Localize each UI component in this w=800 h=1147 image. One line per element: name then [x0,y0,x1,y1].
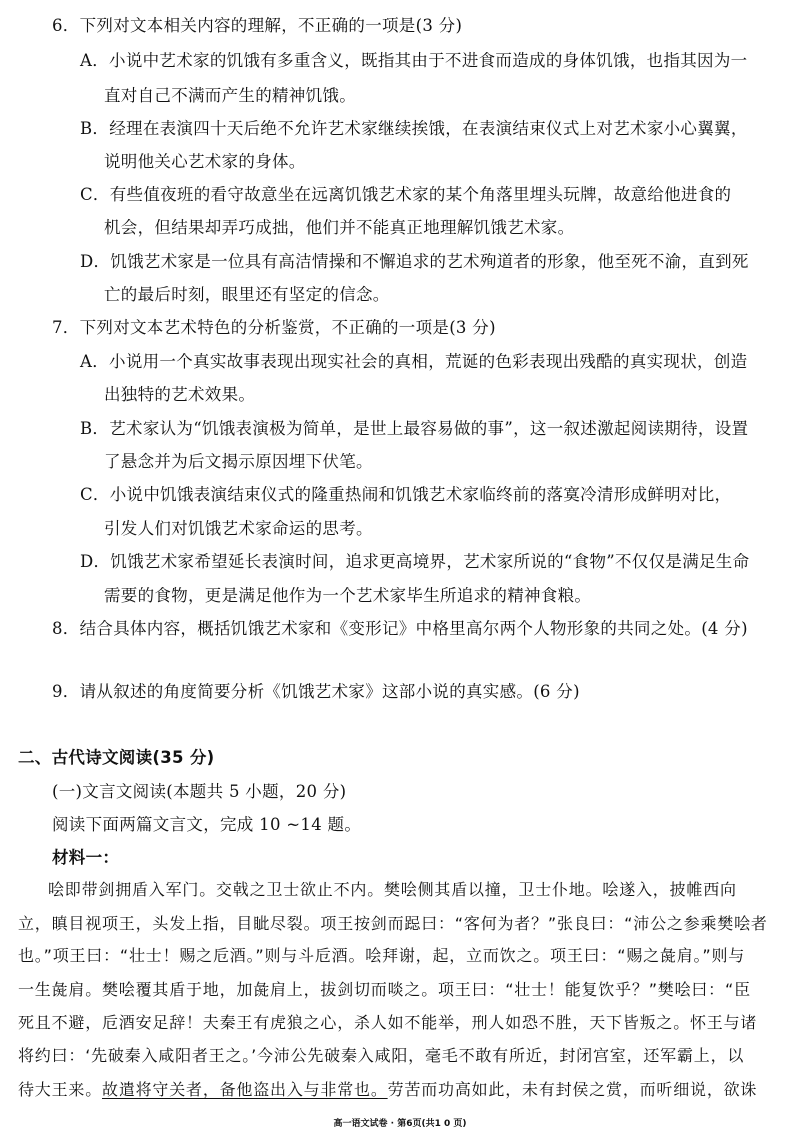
option-d-cont: 需要的食物，更是满足他作为一个艺术家毕生所追求的精神食粮。 [104,586,592,605]
passage-line: 一生彘肩。樊哙覆其盾于地，加彘肩上，拔剑切而啖之。项王曰：“壮士！能复饮乎？”樊哙曰：“臣 [18,980,751,999]
section-title: 二、古代诗文阅读(35 分) [18,748,215,767]
option-c-cont: 引发人们对饥饿艺术家命运的思考。 [104,519,373,538]
instruction: 阅读下面两篇文言文，完成 10 ~14 题。 [52,815,362,834]
passage-line: 将约曰：‘先破秦入咸阳者王之。’今沛公先破秦入咸阳，毫毛不敢有所近，封闭宫室，还军霸上，以 [18,1046,745,1065]
material-label: 材料一： [52,848,120,867]
passage-line: 哙即带剑拥盾入军门。交戟之卫士欲止不内。樊哙侧其盾以撞，卫士仆地。哙遂入，披帷西向 [48,880,737,899]
option-b-cont: 了悬念并为后文揭示原因埋下伏笔。 [104,452,373,471]
passage-line: 也。”项王曰：“壮士！赐之卮酒。”则与斗卮酒。哙拜谢，起，立而饮之。项王曰：“赐之彘肩。”则与 [18,946,746,965]
option-a: A．小说中艺术家的饥饿有多重含义，既指其由于不进食而造成的身体饥饿，也指其因为一 [80,51,748,70]
passage-line [18,1078,757,1102]
option-b-cont: 说明他关心艺术家的身体。 [104,152,306,171]
option-c: C．小说中饥饿表演结束仪式的隆重热闹和饥饿艺术家临终前的落寞冷清形成鲜明对比， [80,485,732,504]
question-8: 8．结合具体内容，概括饥饿艺术家和《变形记》中格里高尔两个人物形象的共同之处。(4 分) [52,619,748,638]
option-d-cont: 亡的最后时刻，眼里还有坚定的信念。 [104,285,390,304]
option-a-cont: 出独特的艺术效果。 [104,385,256,404]
option-d: D．饥饿艺术家希望延长表演时间，追求更高境界，艺术家所说的“食物”不仅仅是满足生命 [80,552,750,571]
option-c: C．有些值夜班的看守故意坐在远离饥饿艺术家的某个角落里埋头玩牌，故意给他进食的 [80,185,732,204]
question-9: 9．请从叙述的角度简要分析《饥饿艺术家》这部小说的真实感。(6 分) [52,682,580,701]
underlined-sentence: 故遣将守关者，备他盗出入与非常也。 [102,1080,388,1099]
option-a-cont: 直对自己不满而产生的精神饥饿。 [104,86,356,105]
passage-line: 死且不避，卮酒安足辞！夫秦王有虎狼之心，杀人如不能举，刑人如恐不胜，天下皆叛之。怀王与诸 [18,1013,758,1032]
page-footer: 高一语文试卷 · 第6页(共1 0 页) [333,1119,467,1129]
option-d: D．饥饿艺术家是一位具有高洁情操和不懈追求的艺术殉道者的形象，他至死不渝，直到死 [80,252,749,271]
option-b: B．经理在表演四十天后绝不允许艺术家继续挨饿，在表演结束仪式上对艺术家小心翼翼， [80,119,748,138]
option-a: A．小说用一个真实故事表现出现实社会的真相，荒诞的色彩表现出残酷的真实现状，创造 [80,352,748,371]
passage-text: 待大王来。 [18,1080,103,1099]
passage-line: 立，瞋目视项王，头发上指，目眦尽裂。项王按剑而跽曰：“客何为者？”张良曰：“沛公之参乘樊哙者 [18,914,768,933]
subsection-title: (一)文言文阅读(本题共 5 小题，20 分) [52,782,347,801]
question-stem: 6．下列对文本相关内容的理解，不正确的一项是(3 分) [52,16,463,35]
question-stem: 7．下列对文本艺术特色的分析鉴赏，不正确的一项是(3 分) [52,318,496,337]
passage-text: 劳苦而功高如此，未有封侯之赏，而听细说，欲诛 [387,1080,758,1099]
option-c-cont: 机会，但结果却弄巧成拙，他们并不能真正地理解饥饿艺术家。 [104,218,575,237]
option-b: B．艺术家认为“饥饿表演极为简单，是世上最容易做的事”，这一叙述激起阅读期待，设置 [80,419,749,438]
